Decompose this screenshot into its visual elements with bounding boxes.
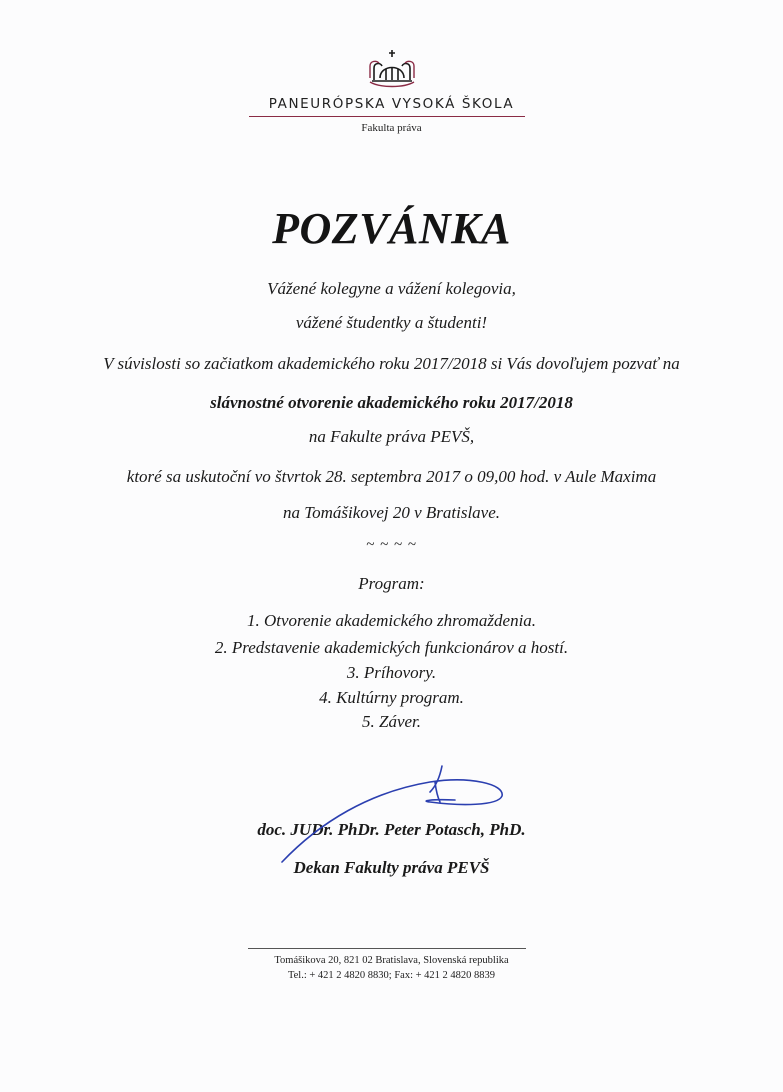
greeting-students: vážené študentky a študenti! [295, 313, 488, 332]
program-item: 5. Záver. [361, 712, 422, 731]
handwritten-signature-icon [280, 762, 520, 872]
letterhead-divider [249, 116, 525, 117]
invitation-intro: V súvislosti so začiatkom akademického roku 2017/2018 si Vás dovoľujem pozvať na [103, 354, 680, 373]
university-logo-icon [366, 48, 418, 88]
program-item: 3. Príhovory. [346, 663, 437, 682]
event-datetime: ktoré sa uskutoční vo štvrtok 28. septembra 2017 o 09,00 hod. v Aule Maxima [126, 467, 657, 486]
footer-contact: Tel.: + 421 2 4820 8830; Fax: + 421 2 4820 8839 [287, 970, 496, 981]
program-heading: Program: [358, 574, 425, 593]
program-item: 4. Kultúrny program. [319, 688, 464, 707]
faculty-name: Fakulta práva [361, 122, 422, 134]
signer-name: doc. JUDr. PhDr. Peter Potasch, PhD. [257, 820, 526, 839]
signer-role: Dekan Fakulty práva PEVŠ [293, 858, 490, 877]
program-item: 2. Predstavenie akademických funkcionárov a hostí. [214, 638, 569, 657]
university-name: PANEURÓPSKA VYSOKÁ ŠKOLA [268, 96, 515, 112]
separator: ~ ~ ~ ~ [366, 537, 417, 553]
footer-address: Tomášikova 20, 821 02 Bratislava, Slovenská republika [274, 955, 509, 966]
greeting-colleagues: Vážené kolegyne a vážení kolegovia, [267, 279, 516, 298]
event-name: slávnostné otvorenie akademického roku 2017/2018 [210, 393, 573, 412]
event-faculty: na Fakulte práva PEVŠ, [308, 427, 475, 446]
document-title: POZVÁNKA [272, 204, 511, 253]
footer-divider [248, 948, 526, 949]
program-item: 1. Otvorenie akademického zhromaždenia. [246, 611, 537, 630]
event-location: na Tomášikovej 20 v Bratislave. [282, 503, 501, 522]
